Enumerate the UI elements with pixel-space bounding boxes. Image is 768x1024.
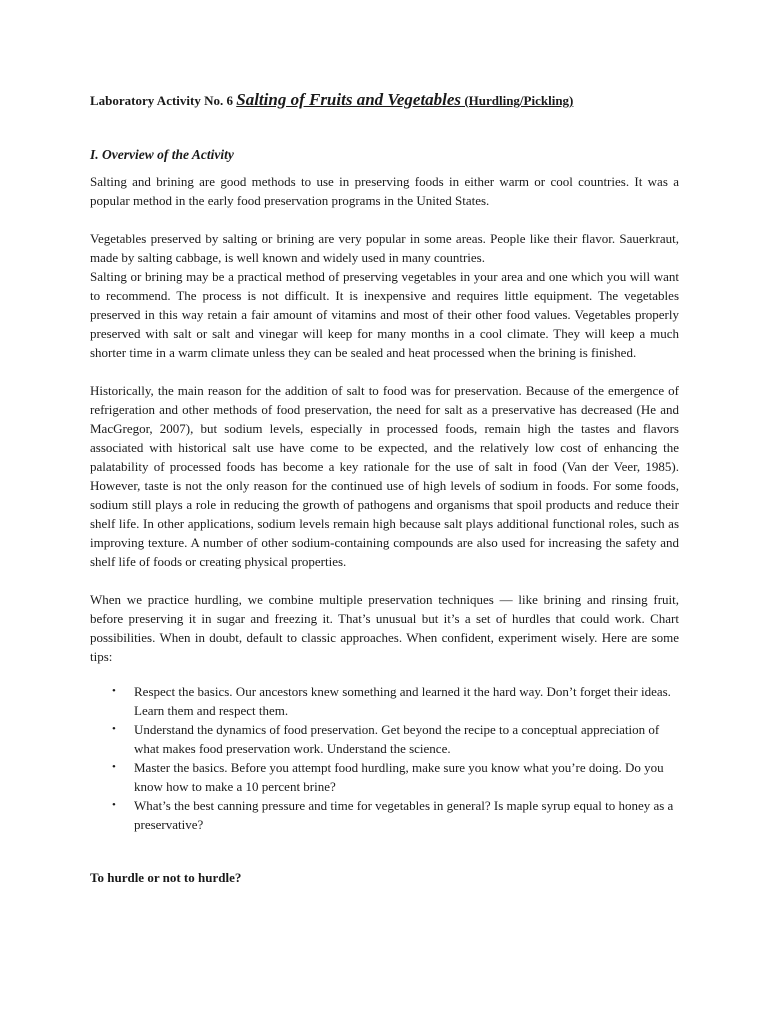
- tips-list: [90, 682, 679, 834]
- paragraph-hurdling: When we practice hurdling, we combine multiple preservation techniques — like brining and rinsing fruit, before preserving it in sugar and freezing it. That’s unusual but it’s a set of hurdles that could work. Chart possibilities. When in doubt, default to classic approaches. When confident, experiment wisely. Here are some tips:: [90, 592, 679, 664]
- title-main: Salting of Fruits and Vegetables: [236, 90, 462, 109]
- list-item: [112, 682, 679, 720]
- list-item: [112, 720, 679, 758]
- bullet-icon: •: [112, 685, 116, 697]
- bullet-icon: •: [112, 723, 116, 735]
- document-title: [90, 90, 679, 111]
- bullet-icon: •: [112, 799, 116, 811]
- tip-text: Understand the dynamics of food preservation. Get beyond the recipe to a conceptual appreciation of what makes food preservation work. Understand the science.: [134, 722, 660, 756]
- tip-text: Respect the basics. Our ancestors knew something and learned it the hard way. Don’t forget their ideas. Learn them and respect them.: [134, 684, 671, 718]
- paragraph-spacer: [90, 362, 679, 381]
- subheading-hurdle: To hurdle or not to hurdle?: [90, 870, 242, 885]
- tip-text: What’s the best canning pressure and time for vegetables in general? Is maple syrup equal to honey as a preservative?: [134, 798, 674, 832]
- list-item: [112, 758, 679, 796]
- title-suffix: (Hurdling/Pickling): [461, 93, 574, 108]
- tip-text: Master the basics. Before you attempt food hurdling, make sure you know what you’re doing. Do you know how to make a 10 percent brine?: [134, 760, 664, 794]
- paragraph-intro: Salting and brining are good methods to use in preserving foods in either warm or cool countries. It was a popular method in the early food preservation programs in the United States.: [90, 174, 679, 208]
- paragraph-history: Historically, the main reason for the addition of salt to food was for preservation. Because of the emergence of refrigeration and other methods of food preservation, the need for salt as a preservative has decreased (He and MacGregor, 2007), but sodium levels, especially in processed foods, remain high the tastes and flavors associated with historical salt use have come to be expected, and the relatively low cost of enhancing the palatability of processed foods has become a key rationale for the use of salt in food (Van der Veer, 1985). However, taste is not the only reason for the continued use of high levels of sodium in foods. For some foods, sodium still plays a role in reducing the growth of pathogens and organisms that spoil products and reduce their shelf life. In other applications, sodium levels remain high because salt plays additional functional roles, such as improving texture. A number of other sodium-containing compounds are also used for increasing the safety and shelf life of foods or creating physical properties.: [90, 383, 679, 569]
- list-item: [112, 796, 679, 834]
- paragraph-spacer: [90, 210, 679, 229]
- paragraph-popularity: Vegetables preserved by salting or brining are very popular in some areas. People like their flavor. Sauerkraut, made by salting cabbage, is well known and widely used in many countries.: [90, 231, 679, 265]
- title-prefix: Laboratory Activity No. 6: [90, 93, 237, 108]
- paragraph-spacer: [90, 571, 679, 590]
- bullet-icon: •: [112, 761, 116, 773]
- paragraph-practical-method: Salting or brining may be a practical method of preserving vegetables in your area and one which you will want to recommend. The process is not difficult. It is inexpensive and requires little equipment. The vegetables preserved in this way retain a fair amount of vitamins and most of their other food values. Vegetables properly preserved with salt or salt and vinegar will keep for many months in a cool climate. They will keep a much shorter time in a warm climate unless they can be sealed and heat processed when the brining is finished.: [90, 269, 679, 360]
- section-heading-overview: I. Overview of the Activity: [90, 147, 234, 162]
- document-page: [90, 90, 679, 888]
